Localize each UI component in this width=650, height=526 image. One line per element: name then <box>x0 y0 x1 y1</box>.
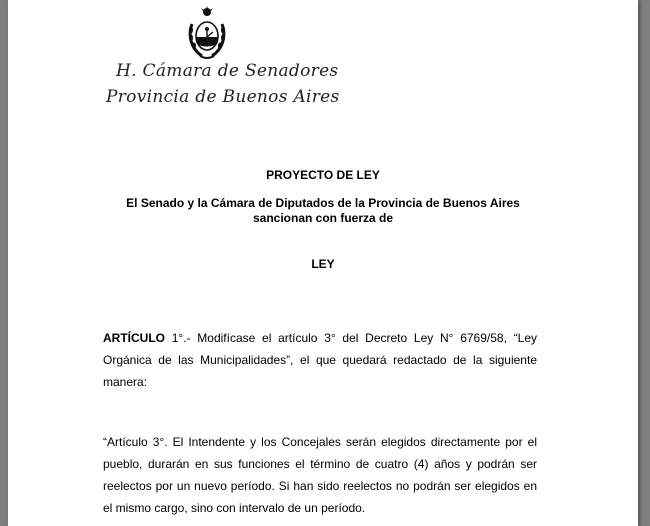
document-title: PROYECTO DE LEY <box>266 168 380 182</box>
letterhead-line-1: H. Cámara de Senadores <box>116 61 339 81</box>
subtitle-line-1: El Senado y la Cámara de Diputados de la Provincia de Buenos Aires <box>126 196 520 210</box>
letterhead-line-2: Provincia de Buenos Aires <box>106 87 340 107</box>
subtitle-line-2: sancionan con fuerza de <box>252 211 394 225</box>
ley-heading: LEY <box>311 257 335 271</box>
provincial-seal-icon <box>186 6 228 60</box>
article-1-text: 1°.- Modifícase el artículo 3° del Decreto Ley N° 6769/58, “Ley Orgánica de las Municipalidades”, el que quedará redactado de la siguiente manera: <box>103 331 537 389</box>
article-1-label: ARTÍCULO <box>103 331 165 345</box>
article-3-quote: “Artículo 3°. El Intendente y los Concejales serán elegidos directamente por el pueblo, durarán en sus funciones el término de cuatro (4) años y podrán ser reelectos por un nuevo período. Si han sido reelectos no podrán ser elegidos en el mismo cargo, sino con intervalo de un período. <box>103 435 537 515</box>
document-subtitle <box>8 196 638 226</box>
article-1-paragraph <box>103 327 537 393</box>
letterhead <box>106 58 340 110</box>
document-page <box>8 0 638 526</box>
